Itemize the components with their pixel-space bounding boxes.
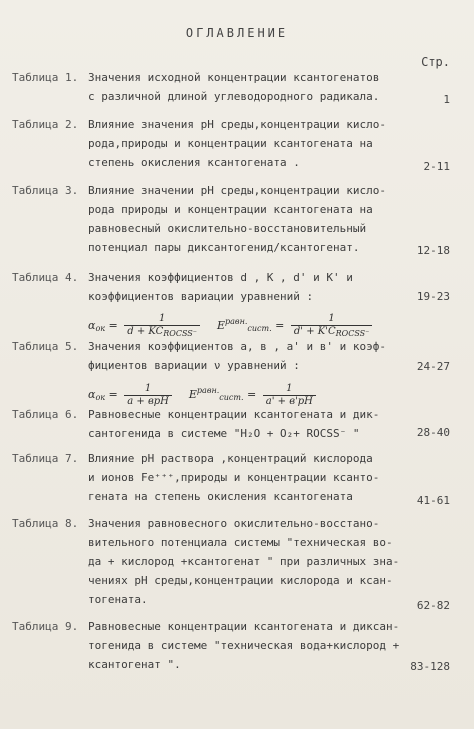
- entry-label: Таблица 7.: [12, 452, 79, 465]
- entry-page-number: 62-82: [416, 599, 450, 612]
- entry-line: гената на степень окисления ксантогената: [88, 490, 353, 503]
- formula-lhs: $\alpha_{ок}$: [88, 319, 106, 333]
- entry-line: да + кислород +ксантогенат " при различных зна-: [88, 555, 400, 568]
- entry-line: Влияние значения pH среды,концентрации кисло-: [88, 118, 387, 131]
- entry-line: сантогенида в системе "H₂O + O₂+ ROCSS⁻ ": [88, 427, 360, 440]
- formula-lhs: $\alpha_{ок}$: [88, 388, 106, 402]
- regression-formula: $\alpha_{ок}$ = $\frac{1}{\text{a + вpH}}$ $E^{равн.}_{сист.}$ = $\frac{1}{a' + в'pH}$: [88, 375, 408, 406]
- entry-page-number: 19-23: [416, 290, 450, 303]
- entry-text: [88, 514, 408, 609]
- entry-line: потенциал пары диксантогенид/ксантогенат.: [88, 241, 360, 254]
- entry-text: [88, 68, 408, 106]
- entry-text: [88, 405, 408, 443]
- entry-line: равновесный окислительно-восстановительный: [88, 222, 367, 235]
- formula-fraction: $\frac{1}{a' + в'pH}$: [263, 383, 316, 408]
- entry-line: с различной длиной углеводородного радикала.: [88, 90, 380, 103]
- entry-line: тогенида в системе "техническая вода+кислород +: [88, 639, 400, 652]
- entry-page-number: 28-40: [416, 426, 450, 439]
- entry-text: [88, 115, 408, 172]
- entry-line: Равновесные концентрации ксантогената и дик-: [88, 408, 380, 421]
- entry-label: Таблица 5.: [12, 340, 79, 353]
- entry-text: [88, 449, 408, 506]
- entry-line: степень окисления ксантогената .: [88, 156, 300, 169]
- entry-page-number: 41-61: [416, 494, 450, 507]
- entry-label: Таблица 3.: [12, 184, 79, 197]
- page-title: ОГЛАВЛЕНИЕ: [185, 26, 289, 40]
- entry-line: Влияние pH раствора ,концентраций кислорода: [88, 452, 373, 465]
- regression-formula: $\alpha_{ок}$ = $\frac{1}{d + KC_{ROCSS^-}}$ $E^{равн.}_{сист.}$ = $\frac{1}{d' + K'C_{ROCSS^-}}$: [88, 306, 408, 337]
- entry-line: рода природы и концентрации ксантогената на: [88, 203, 373, 216]
- entry-page-number: 12-18: [416, 244, 450, 257]
- formula-fraction: $\frac{1}{d + KC_{ROCSS^-}}$: [124, 313, 200, 340]
- entry-line: Значения исходной концентрации ксантогенатов: [88, 71, 380, 84]
- entry-label: Таблица 8.: [12, 517, 79, 530]
- entry-page-number: 24-27: [416, 360, 450, 373]
- entry-text: [88, 617, 408, 674]
- entry-line: Значения коэффициентов d , K , d' и K' и: [88, 271, 353, 284]
- entry-line: Значения равновесного окислительно-восстано-: [88, 517, 380, 530]
- entry-line: коэффициентов вариации уравнений :: [88, 290, 314, 303]
- entry-line: тогената.: [88, 593, 148, 606]
- entry-label: Таблица 4.: [12, 271, 79, 284]
- entry-page-number: 83-128: [410, 660, 450, 673]
- entry-line: рода,природы и концентрации ксантогената на: [88, 137, 373, 150]
- entry-line: Влияние значении pH среды,концентрации кисло-: [88, 184, 387, 197]
- entry-text: [88, 268, 408, 337]
- entry-label: Таблица 1.: [12, 71, 79, 84]
- entry-text: [88, 337, 408, 406]
- entry-label: Таблица 6.: [12, 408, 79, 421]
- entry-line: ксантогенат ".: [88, 658, 181, 671]
- entry-line: вительного потенциала системы "техническая во-: [88, 536, 393, 549]
- formula-fraction: $\frac{1}{d' + K'C_{ROCSS^-}}$: [291, 313, 373, 340]
- entry-line: фициентов вариации ν уравнений :: [88, 359, 300, 372]
- entry-label: Таблица 9.: [12, 620, 79, 633]
- entry-line: и ионов Fe⁺⁺⁺,природы и концентрации ксанто-: [88, 471, 380, 484]
- formula-lhs: $E^{равн.}_{сист.}$: [217, 317, 272, 333]
- entry-line: чениях pH среды,концентрации кислорода и ксан-: [88, 574, 393, 587]
- entry-line: Значения коэффициентов a, в , a' и в' и коэф-: [88, 340, 387, 353]
- entry-page-number: 1: [443, 93, 450, 106]
- entry-label: Таблица 2.: [12, 118, 79, 131]
- entry-page-number: 2-11: [423, 160, 450, 173]
- formula-lhs: $E^{равн.}_{сист.}$: [188, 386, 244, 402]
- entry-text: [88, 181, 408, 257]
- page-column-header: Стр.: [421, 55, 450, 69]
- entry-line: Равновесные концентрации ксантогената и диксан-: [88, 620, 400, 633]
- formula-fraction: $\frac{1}{\text{a + вpH}}$: [124, 383, 172, 408]
